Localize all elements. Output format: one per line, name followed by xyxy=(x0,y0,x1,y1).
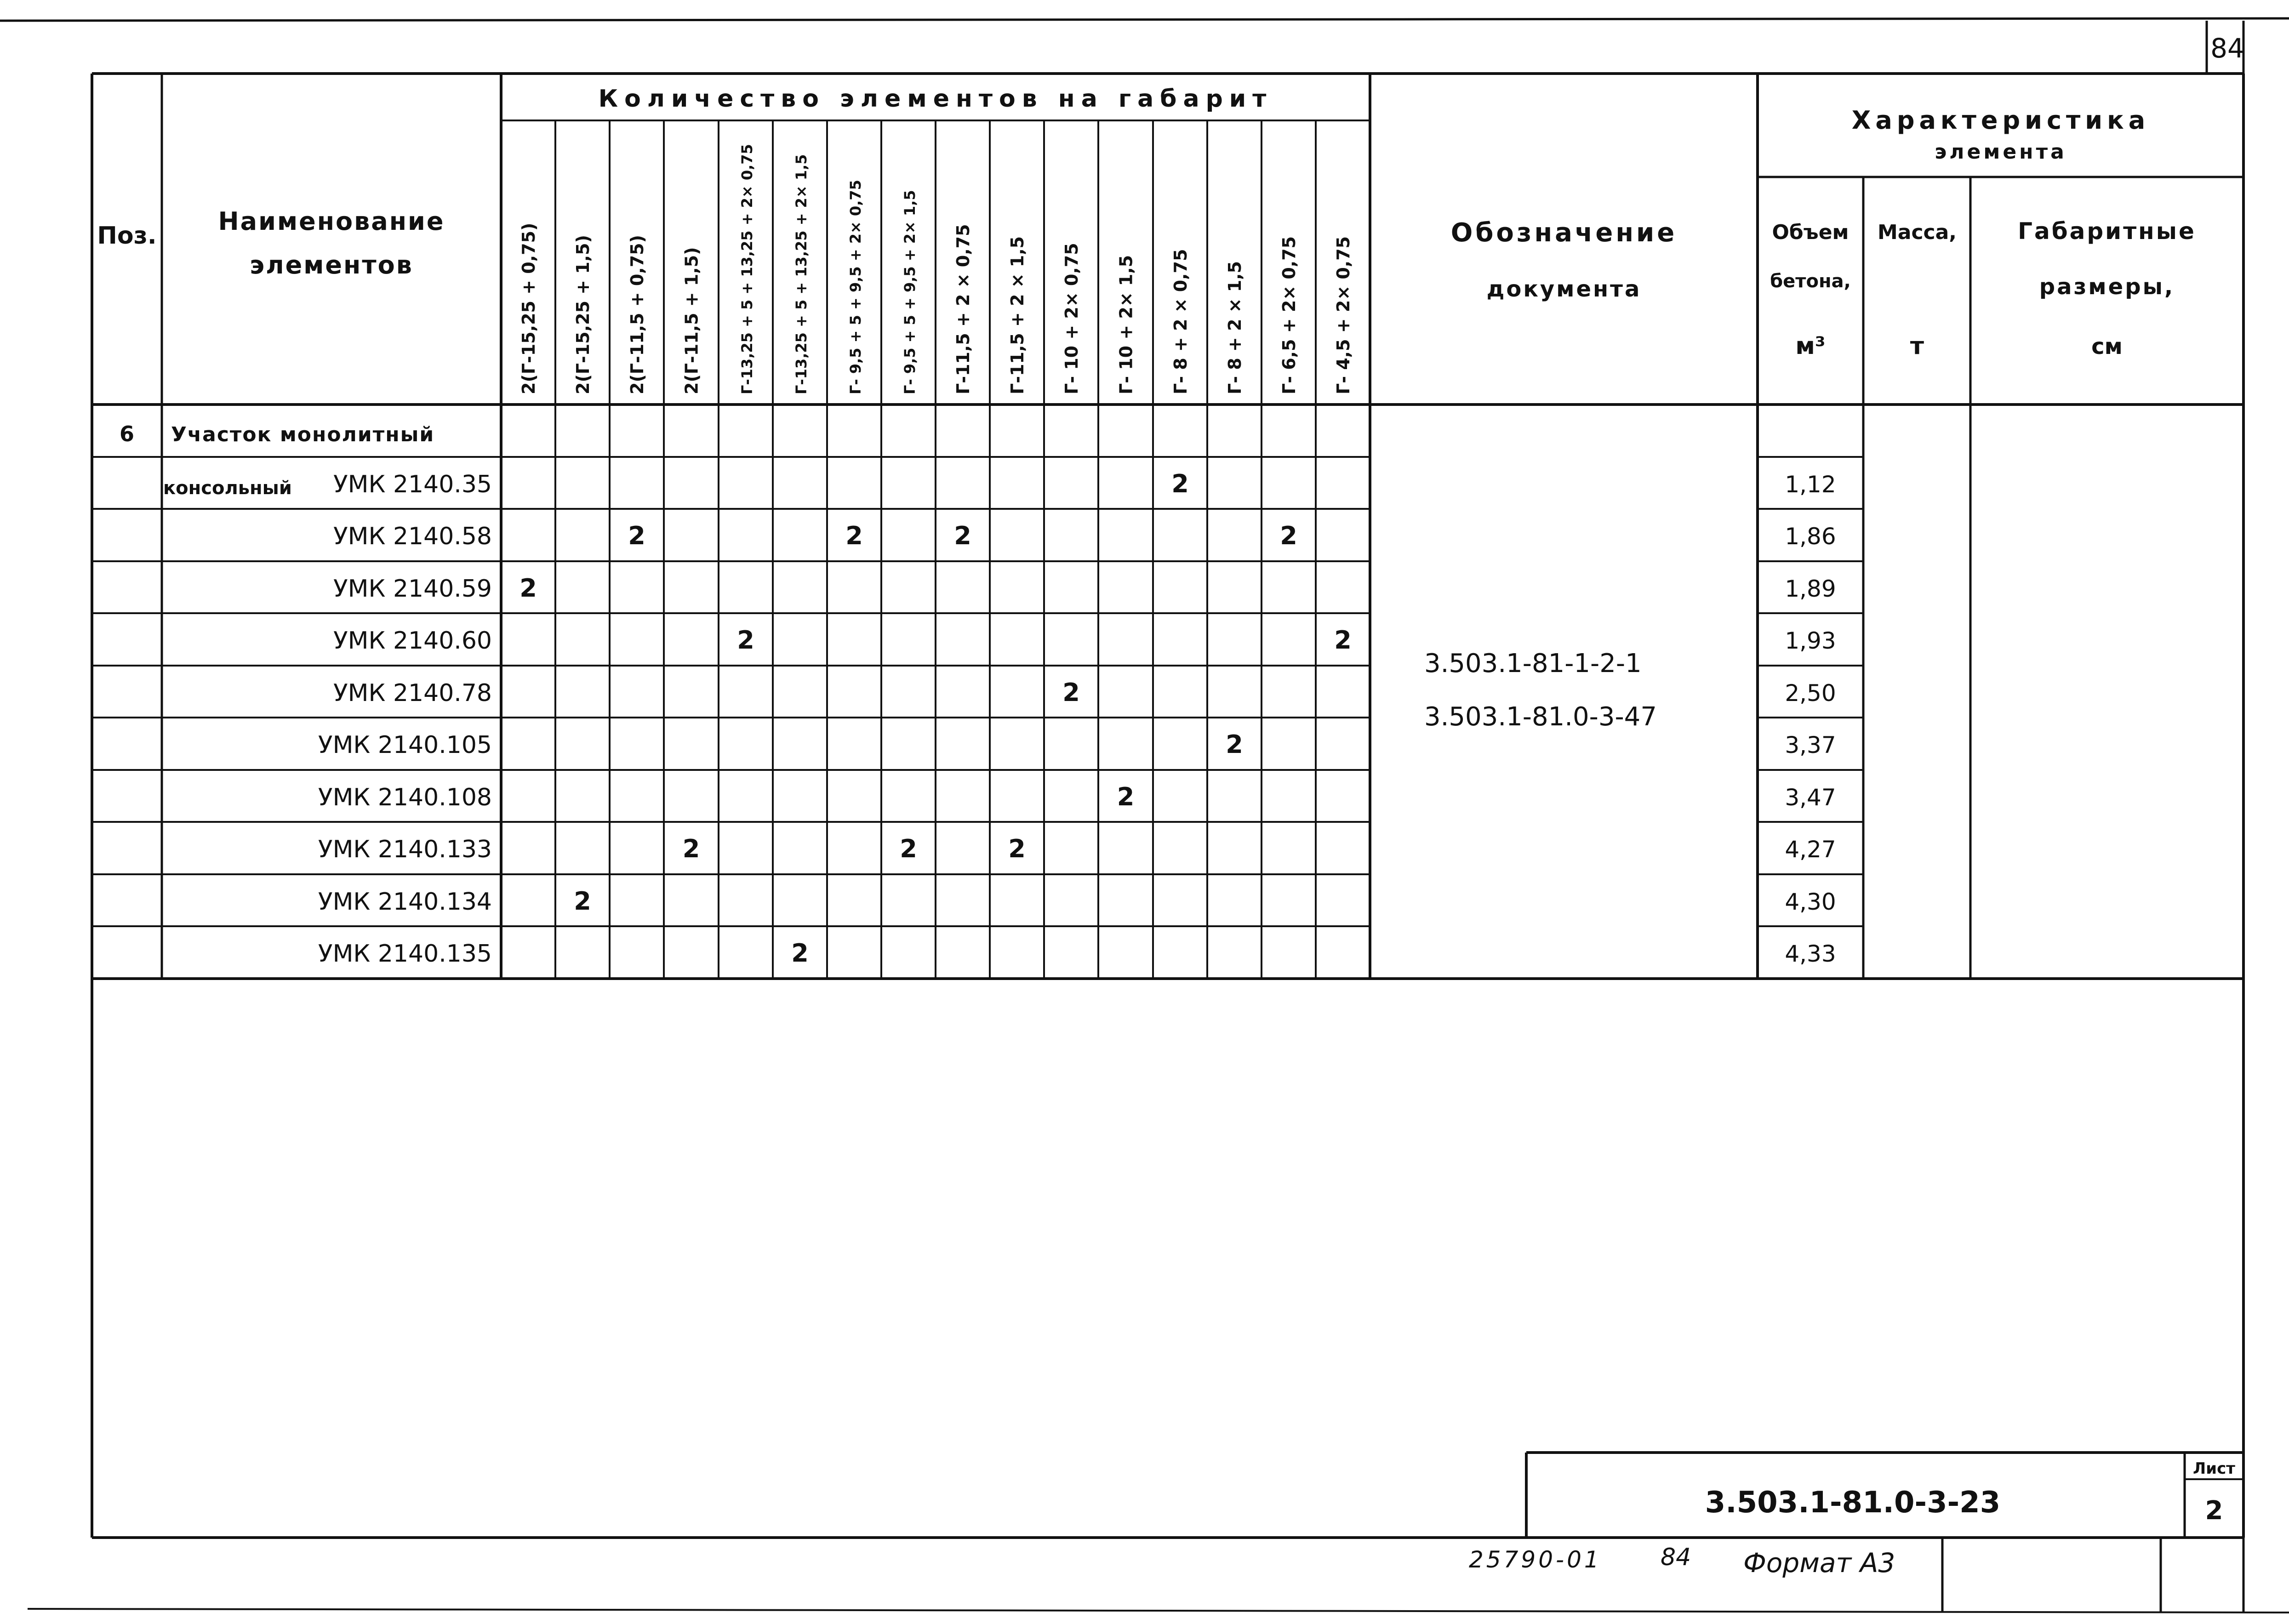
row-name: УМК 2140.35 xyxy=(333,470,492,498)
row-volume: 1,86 xyxy=(1785,523,1836,550)
row-name: УМК 2140.134 xyxy=(318,888,492,916)
header-gabarit-column: Г- 8 + 2 × 1,5 xyxy=(1225,261,1245,394)
group-title-line2: консольный xyxy=(163,478,292,499)
header-gabarit-column: Г-13,25 + 5 + 13,25 + 2× 1,5 xyxy=(793,154,810,394)
header-quantity-group: Количество элементов на габарит xyxy=(598,85,1273,113)
header-gabarit-column: Г- 8 + 2 × 0,75 xyxy=(1170,249,1191,394)
row-name: УМК 2140.105 xyxy=(318,731,492,759)
header-gabarit-column: Г- 10 + 2× 0,75 xyxy=(1062,243,1082,394)
row-volume: 1,12 xyxy=(1785,471,1836,498)
header-gabarit-column: Г- 10 + 2× 1,5 xyxy=(1116,255,1136,394)
row-volume: 3,47 xyxy=(1785,784,1836,811)
row-name: УМК 2140.108 xyxy=(318,783,492,811)
row-count: 2 xyxy=(519,573,537,603)
stamp-code: 3.503.1-81.0-3-23 xyxy=(1705,1486,2001,1520)
row-count: 2 xyxy=(1171,469,1189,498)
top-rule xyxy=(0,18,2289,21)
group-title: Участок монолитный xyxy=(171,423,435,446)
row-count: 2 xyxy=(737,625,754,655)
header-gabarit-column: Г- 6,5 + 2× 0,75 xyxy=(1279,236,1299,394)
header-gabarit-column: 2(Г-11,5 + 0,75) xyxy=(627,235,647,394)
header-volume: Объем xyxy=(1772,221,1849,244)
doc-code-2: 3.503.1-81.0-3-47 xyxy=(1424,702,1657,732)
row-count: 2 xyxy=(1226,729,1243,759)
row-pos-value: 6 xyxy=(119,422,135,446)
row-count: 2 xyxy=(574,886,591,916)
corner-sheet-number: 84 xyxy=(2210,33,2244,64)
row-name: УМК 2140.78 xyxy=(333,679,492,707)
header-doc: Обозначение xyxy=(1450,218,1678,248)
header-gabarit-column: Г- 4,5 + 2× 0,75 xyxy=(1333,236,1353,394)
header-name: Наименование xyxy=(218,207,445,236)
footer-inventory: 25790-01 xyxy=(1469,1546,1602,1573)
row-count: 2 xyxy=(628,521,645,550)
footer-page: 84 xyxy=(1661,1544,1691,1571)
row-name: УМК 2140.59 xyxy=(333,575,492,603)
footer-format: Формат А3 xyxy=(1743,1547,1895,1578)
header-gabarit-column: Г- 9,5 + 5 + 9,5 + 2× 0,75 xyxy=(847,180,864,394)
header-gabarit-column: 2(Г-15,25 + 0,75) xyxy=(519,222,539,394)
row-count: 2 xyxy=(954,521,971,550)
header-gabarit-column: 2(Г-11,5 + 1,5) xyxy=(681,247,702,394)
bottom-rule xyxy=(28,1609,2289,1613)
header-dimensions-line2: размеры, xyxy=(2039,274,2175,300)
header-gabarit-column: Г- 9,5 + 5 + 9,5 + 2× 1,5 xyxy=(901,190,919,394)
row-volume: 4,27 xyxy=(1785,836,1836,863)
stamp-sheet-number: 2 xyxy=(2205,1496,2223,1526)
row-volume: 1,93 xyxy=(1785,627,1836,654)
header-characteristics: Характеристика xyxy=(1851,106,2150,135)
header-dimensions-unit: см xyxy=(2091,334,2123,359)
row-count: 2 xyxy=(845,521,863,550)
row-count: 2 xyxy=(900,834,917,863)
stamp-sheet-label: Лист xyxy=(2193,1459,2235,1478)
header-gabarit-column: Г-11,5 + 2 × 0,75 xyxy=(953,224,973,394)
row-name: УМК 2140.60 xyxy=(333,627,492,655)
header-mass: Масса, xyxy=(1877,221,1957,244)
header-name-line2: элементов xyxy=(250,251,413,279)
header-volume-unit: м³ xyxy=(1795,332,1826,360)
row-volume: 1,89 xyxy=(1785,575,1836,602)
header-volume-line2: бетона, xyxy=(1770,271,1851,292)
row-count: 2 xyxy=(791,938,809,968)
header-pos: Поз. xyxy=(97,222,157,250)
header-gabarit-column: Г-11,5 + 2 × 1,5 xyxy=(1007,236,1027,394)
row-count: 2 xyxy=(1062,678,1080,707)
row-volume: 3,37 xyxy=(1785,731,1836,758)
row-name: УМК 2140.58 xyxy=(333,522,492,550)
row-count: 2 xyxy=(1117,782,1135,811)
row-count: 2 xyxy=(1280,521,1297,550)
row-count: 2 xyxy=(682,834,700,863)
row-name: УМК 2140.133 xyxy=(318,835,492,863)
row-volume: 4,33 xyxy=(1785,940,1836,967)
row-volume: 4,30 xyxy=(1785,888,1836,915)
header-characteristics-line2: элемента xyxy=(1935,140,2067,164)
doc-code-1: 3.503.1-81-1-2-1 xyxy=(1424,649,1642,678)
row-name: УМК 2140.135 xyxy=(318,940,492,968)
header-dimensions: Габаритные xyxy=(2018,218,2196,245)
header-mass-unit: т xyxy=(1910,332,1924,360)
row-volume: 2,50 xyxy=(1785,679,1836,707)
header-doc-line2: документа xyxy=(1486,276,1642,302)
header-gabarit-column: 2(Г-15,25 + 1,5) xyxy=(573,235,593,394)
table-text xyxy=(97,33,2244,1578)
header-gabarit-column: Г-13,25 + 5 + 13,25 + 2× 0,75 xyxy=(738,144,756,394)
row-count: 2 xyxy=(1334,625,1352,655)
row-count: 2 xyxy=(1008,834,1026,863)
